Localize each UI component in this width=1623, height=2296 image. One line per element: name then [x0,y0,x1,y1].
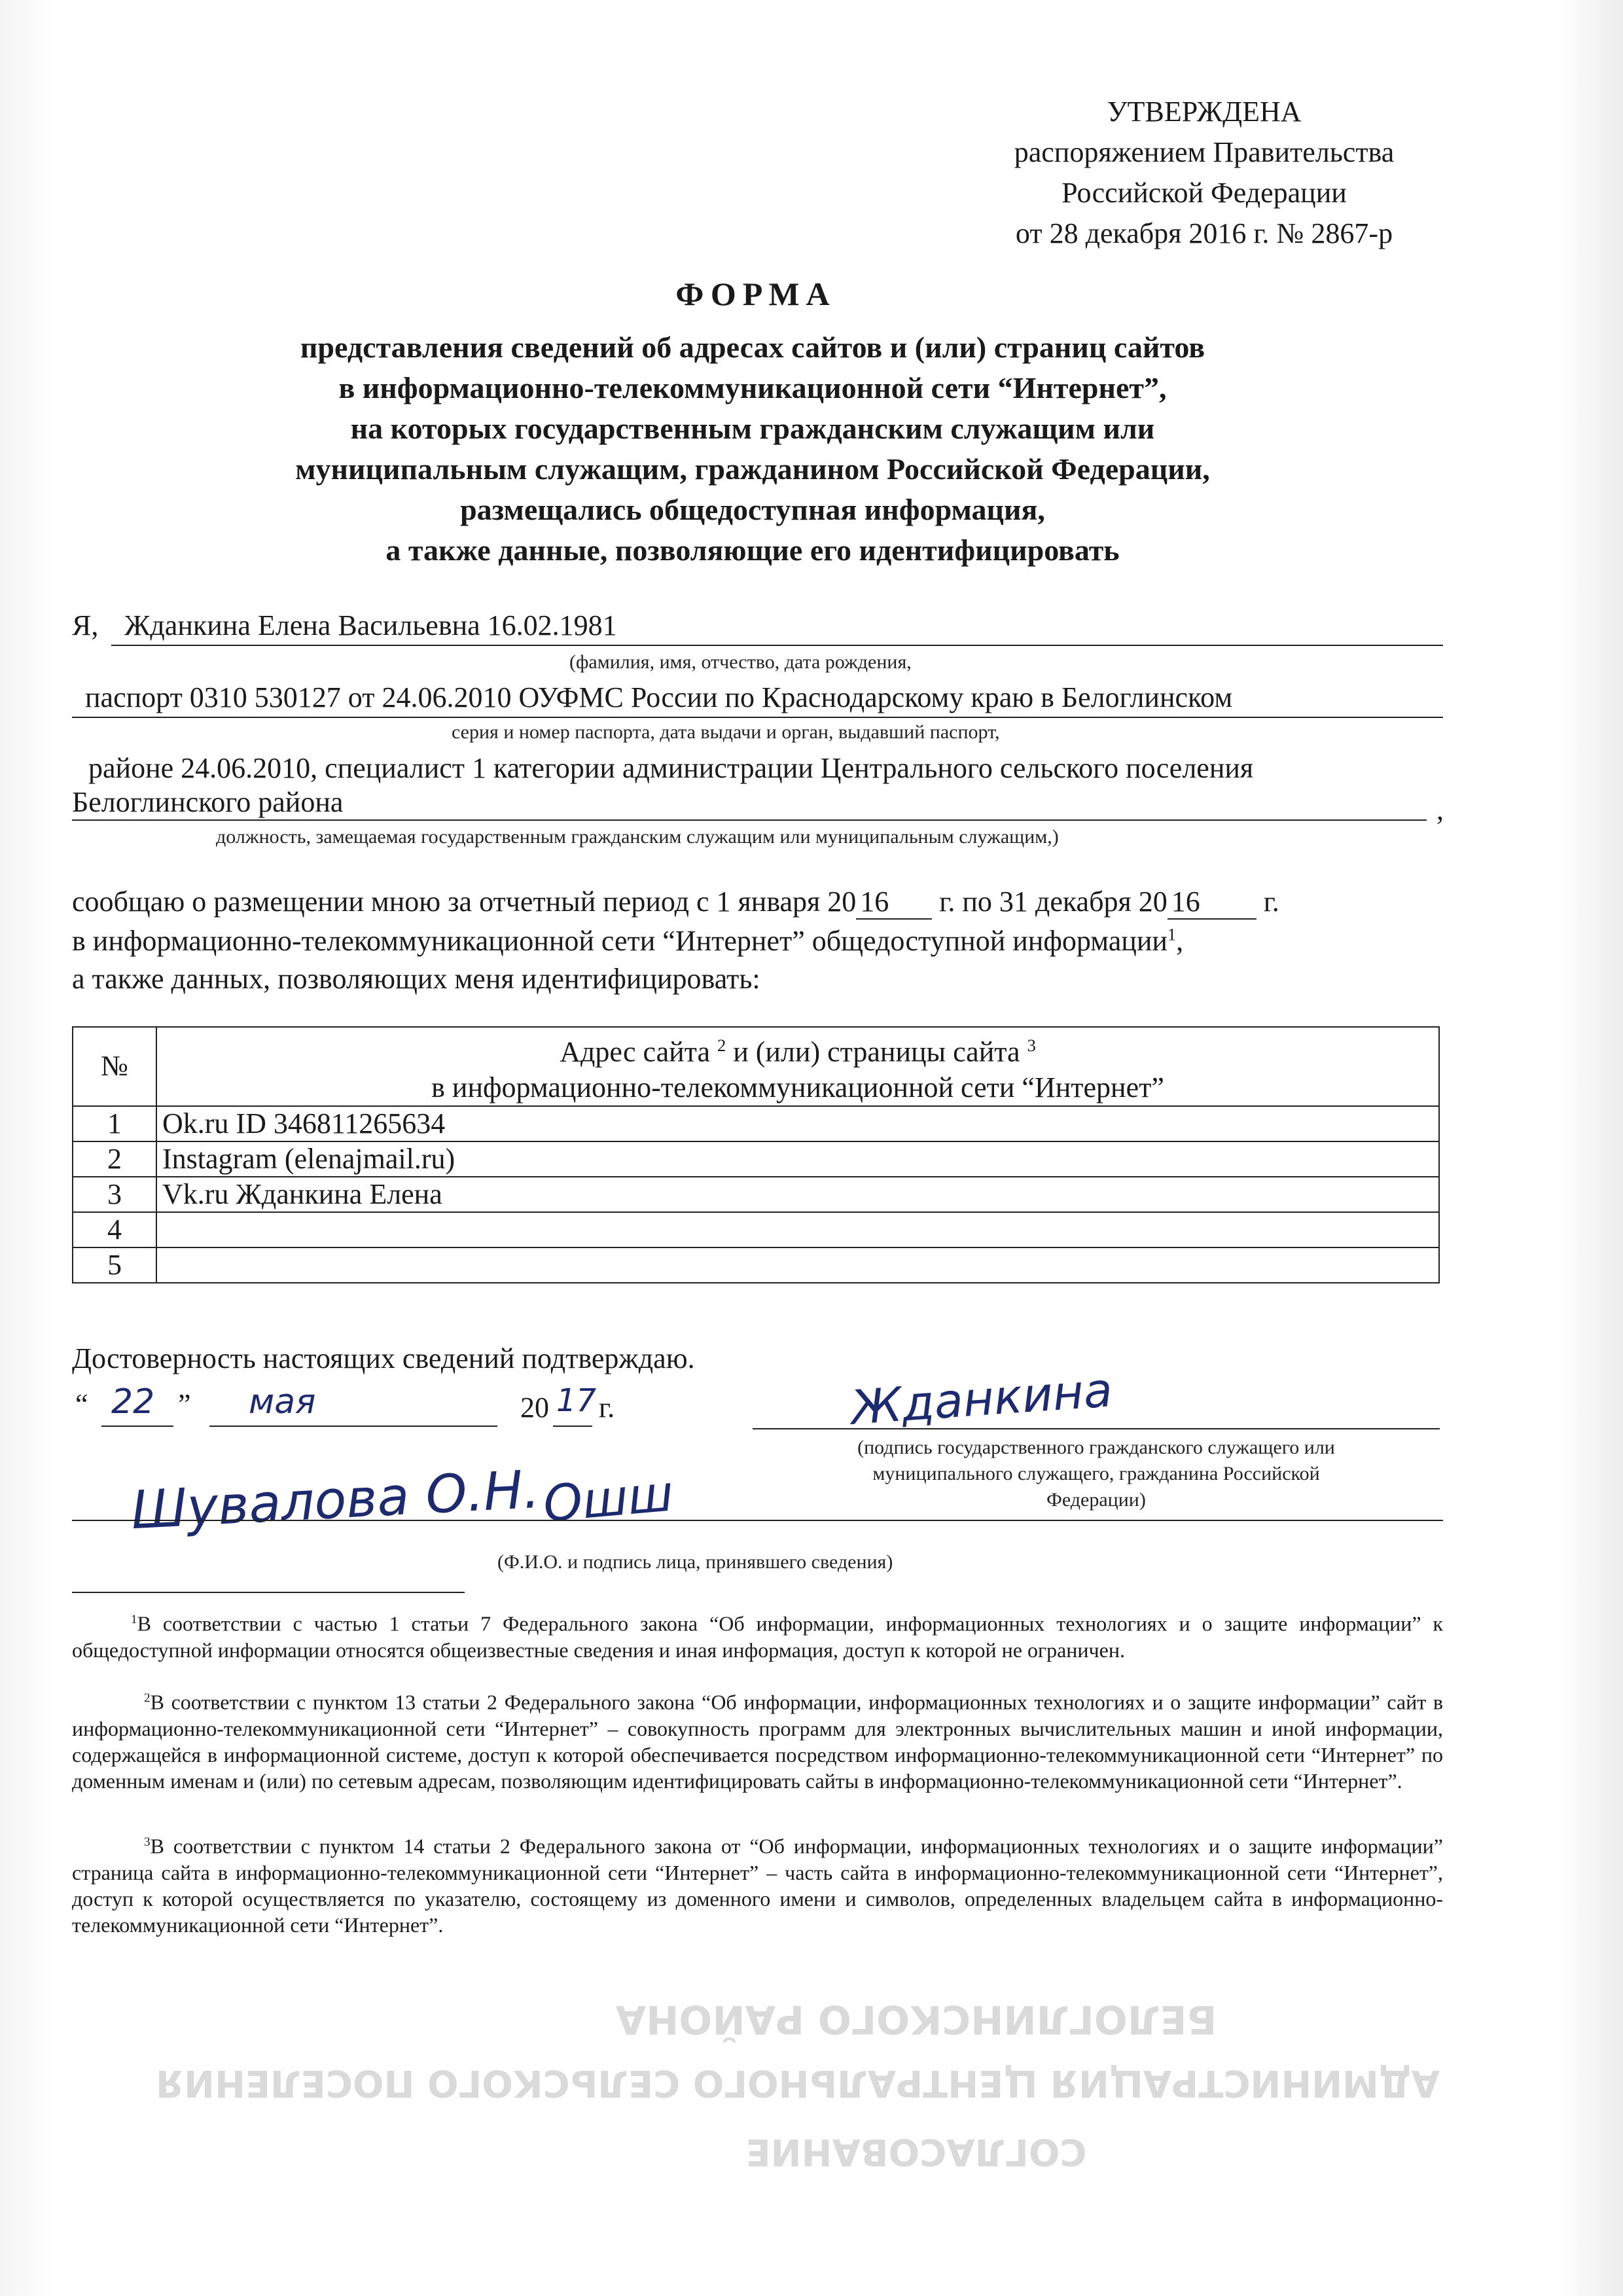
row-address: Ok.ru ID 346811265634 [156,1106,1439,1141]
footnote-ref-3: 3 [1027,1035,1036,1055]
year-underline [553,1426,592,1427]
footnote-mark-1: 1 [131,1613,137,1626]
footnote-1-text: В соответствии с частью 1 статьи 7 Федерального закона “Об информации, информационных технологиях и о защите информации” к общедоступной информации относятся общеизвестные сведения и иная информация, доступ к которой не ограничен. [72,1611,1443,1662]
subtitle-line: на которых государственным гражданским служащим или [350,412,1155,445]
footnote-2-text: В соответствии с пунктом 13 статьи 2 Федерального закона “Об информации, информационных технологиях и о защите информации” сайт в информационно-телекоммуникационной сети “Интернет” – совокупность программ для электронных вычислительных машин и иной информации, содержащейся в информационной системе, доступ к которой обеспечивается посредством информационно-телекоммуникационной сети “Интернет” по доменным именам и (или) по сетевым адресам, позволяющим идентифицировать сайты в информационно-телекоммуникационной сети “Интернет”. [72,1690,1443,1793]
approval-line-2: распоряжением Правительства [1014,136,1395,168]
person-prefix: Я, [72,609,99,641]
signer-caption-line: (подпись государственного гражданского служащего или [857,1437,1335,1458]
date-year: 17 [556,1382,597,1419]
position-line-2: Белоглинского района [72,786,344,818]
form-subtitle [131,327,1374,571]
signer-caption-line: муниципального служащего, гражданина Российской [872,1463,1320,1484]
table-row [73,1247,1439,1283]
footnote-ref-2: 2 [717,1035,726,1055]
footnote-ref-1: 1 [1167,924,1177,944]
report-text-1: сообщаю о размещении мною за отчетный период с 1 января 20 [72,886,857,918]
footnote-1 [72,1607,1443,1663]
position-comma: , [1436,794,1444,826]
position-caption: должность, замещаемая государственным гражданским служащим или муниципальным служащим,) [216,826,1059,848]
confirm-text: Достоверность настоящих сведений подтверждаю. [72,1342,695,1374]
row-num: 5 [73,1247,156,1283]
passport-line: паспорт 0310 530127 от 24.06.2010 ОУФМС России по Краснодарскому краю в Белоглинском [85,681,1233,713]
signature-underline [753,1428,1440,1429]
report-text-2: г. по 31 декабря 20 [939,886,1168,918]
signer-signature: Жданкина [849,1362,1115,1435]
row-address [156,1212,1439,1247]
approval-title: УТВЕРЖДЕНА [1107,96,1302,128]
stamp-bleed-line: БЕЛОГЛИНСКОГО РАЙОНА [615,1996,1217,2042]
date-month: мая [249,1382,316,1422]
month-underline [209,1426,497,1427]
row-num: 1 [73,1106,156,1141]
header-address-line2: в информационно-телекоммуникационной сети “Интернет” [431,1071,1164,1103]
person-name-dob: Жданкина Елена Васильевна 16.02.1981 [124,609,617,641]
header-address-a: Адрес сайта [560,1035,710,1068]
position-underline [72,819,1427,821]
row-num: 2 [73,1141,156,1177]
table-row [73,1141,1439,1177]
subtitle-line: а также данные, позволяющие его идентифицировать [385,533,1120,567]
day-underline [101,1426,173,1427]
table-header-row [73,1027,1439,1106]
stamp-bleed-line: АДМИНИСТРАЦИЯ ЦЕНТРАЛЬНОГО СЕЛЬСКОГО ПОСЕЛЕНИЯ [155,2062,1440,2104]
header-address-b: и (или) страницы сайта [733,1035,1020,1068]
passport-underline [72,717,1443,718]
year-from: 16 [856,885,932,920]
receiver-signature: Ошш [541,1463,676,1534]
report-text-3: г. [1263,886,1279,918]
row-address: Vk.ru Жданкина Елена [156,1177,1439,1212]
row-num: 4 [73,1212,156,1247]
year-prefix: 20 [520,1391,549,1424]
stamp-bleed-through [155,1996,1440,2173]
receiver-underline [72,1520,1443,1521]
footnote-mark-3: 3 [144,1835,151,1849]
year-suffix: г. [599,1391,615,1424]
footnote-3 [72,1829,1443,1938]
form-title: ФОРМА [675,276,836,312]
receiver-caption: (Ф.И.О. и подпись лица, принявшего сведения) [497,1551,893,1573]
signer-caption-line: Федерации) [1046,1489,1146,1511]
approval-line-3: Российской Федерации [1061,177,1347,209]
table-row [73,1212,1439,1247]
header-num: № [73,1027,156,1106]
row-address [156,1247,1439,1283]
position-line-1: районе 24.06.2010, специалист 1 категории администрации Центрального сельского поселения [88,752,1254,784]
header-address [156,1027,1439,1106]
subtitle-line: размещались общедоступная информация, [460,493,1045,526]
report-line-1 [72,885,1279,920]
footnote-separator [72,1592,465,1593]
name-underline [111,645,1443,646]
approval-line-4: от 28 декабря 2016 г. № 2867-р [1015,217,1393,249]
stamp-bleed-line: СОГЛАСОВАНИЕ [745,2130,1087,2173]
footnote-mark-2: 2 [144,1691,151,1705]
table-row [73,1177,1439,1212]
approval-block [969,92,1440,254]
footnote-2 [72,1685,1443,1794]
table-row [73,1106,1439,1141]
signer-caption [792,1435,1400,1513]
date-day: 22 [111,1382,155,1422]
subtitle-line: в информационно-телекоммуникационной сети “Интернет”, [338,371,1167,404]
year-to: 16 [1168,885,1257,920]
quote-open: “ [75,1388,88,1420]
subtitle-line: представления сведений об адресах сайтов и (или) страниц сайтов [300,331,1205,364]
report-line-2 [72,924,1183,958]
passport-caption: серия и номер паспорта, дата выдачи и орган, выдавший паспорт, [452,721,1000,743]
quote-close: ” [178,1388,191,1420]
footnote-3-text: В соответствии с пунктом 14 статьи 2 Федерального закона от “Об информации, информационных технологиях и о защите информации” страница сайта в информационно-телекоммуникационной сети “Интернет” – часть сайта в информационно-телекоммуникационной сети “Интернет”, доступ к которой осуществляется по указателю, состоящему из доменного имени и символов, определенных владельцем сайта в информационно-телекоммуникационной сети “Интернет”. [72,1834,1443,1937]
report-line-2-end: , [1176,925,1184,957]
report-line-3: а также данных, позволяющих меня идентифицировать: [72,963,760,995]
subtitle-line: муниципальным служащим, гражданином Российской Федерации, [295,452,1210,486]
row-address: Instagram (elenajmail.ru) [156,1141,1439,1177]
row-num: 3 [73,1177,156,1212]
receiver-name: Шувалова О.Н. [129,1458,541,1541]
sites-table [72,1026,1440,1283]
report-line-2-text: в информационно-телекоммуникационной сети “Интернет” общедоступной информации [72,925,1168,957]
name-caption: (фамилия, имя, отчество, дата рождения, [569,651,912,673]
